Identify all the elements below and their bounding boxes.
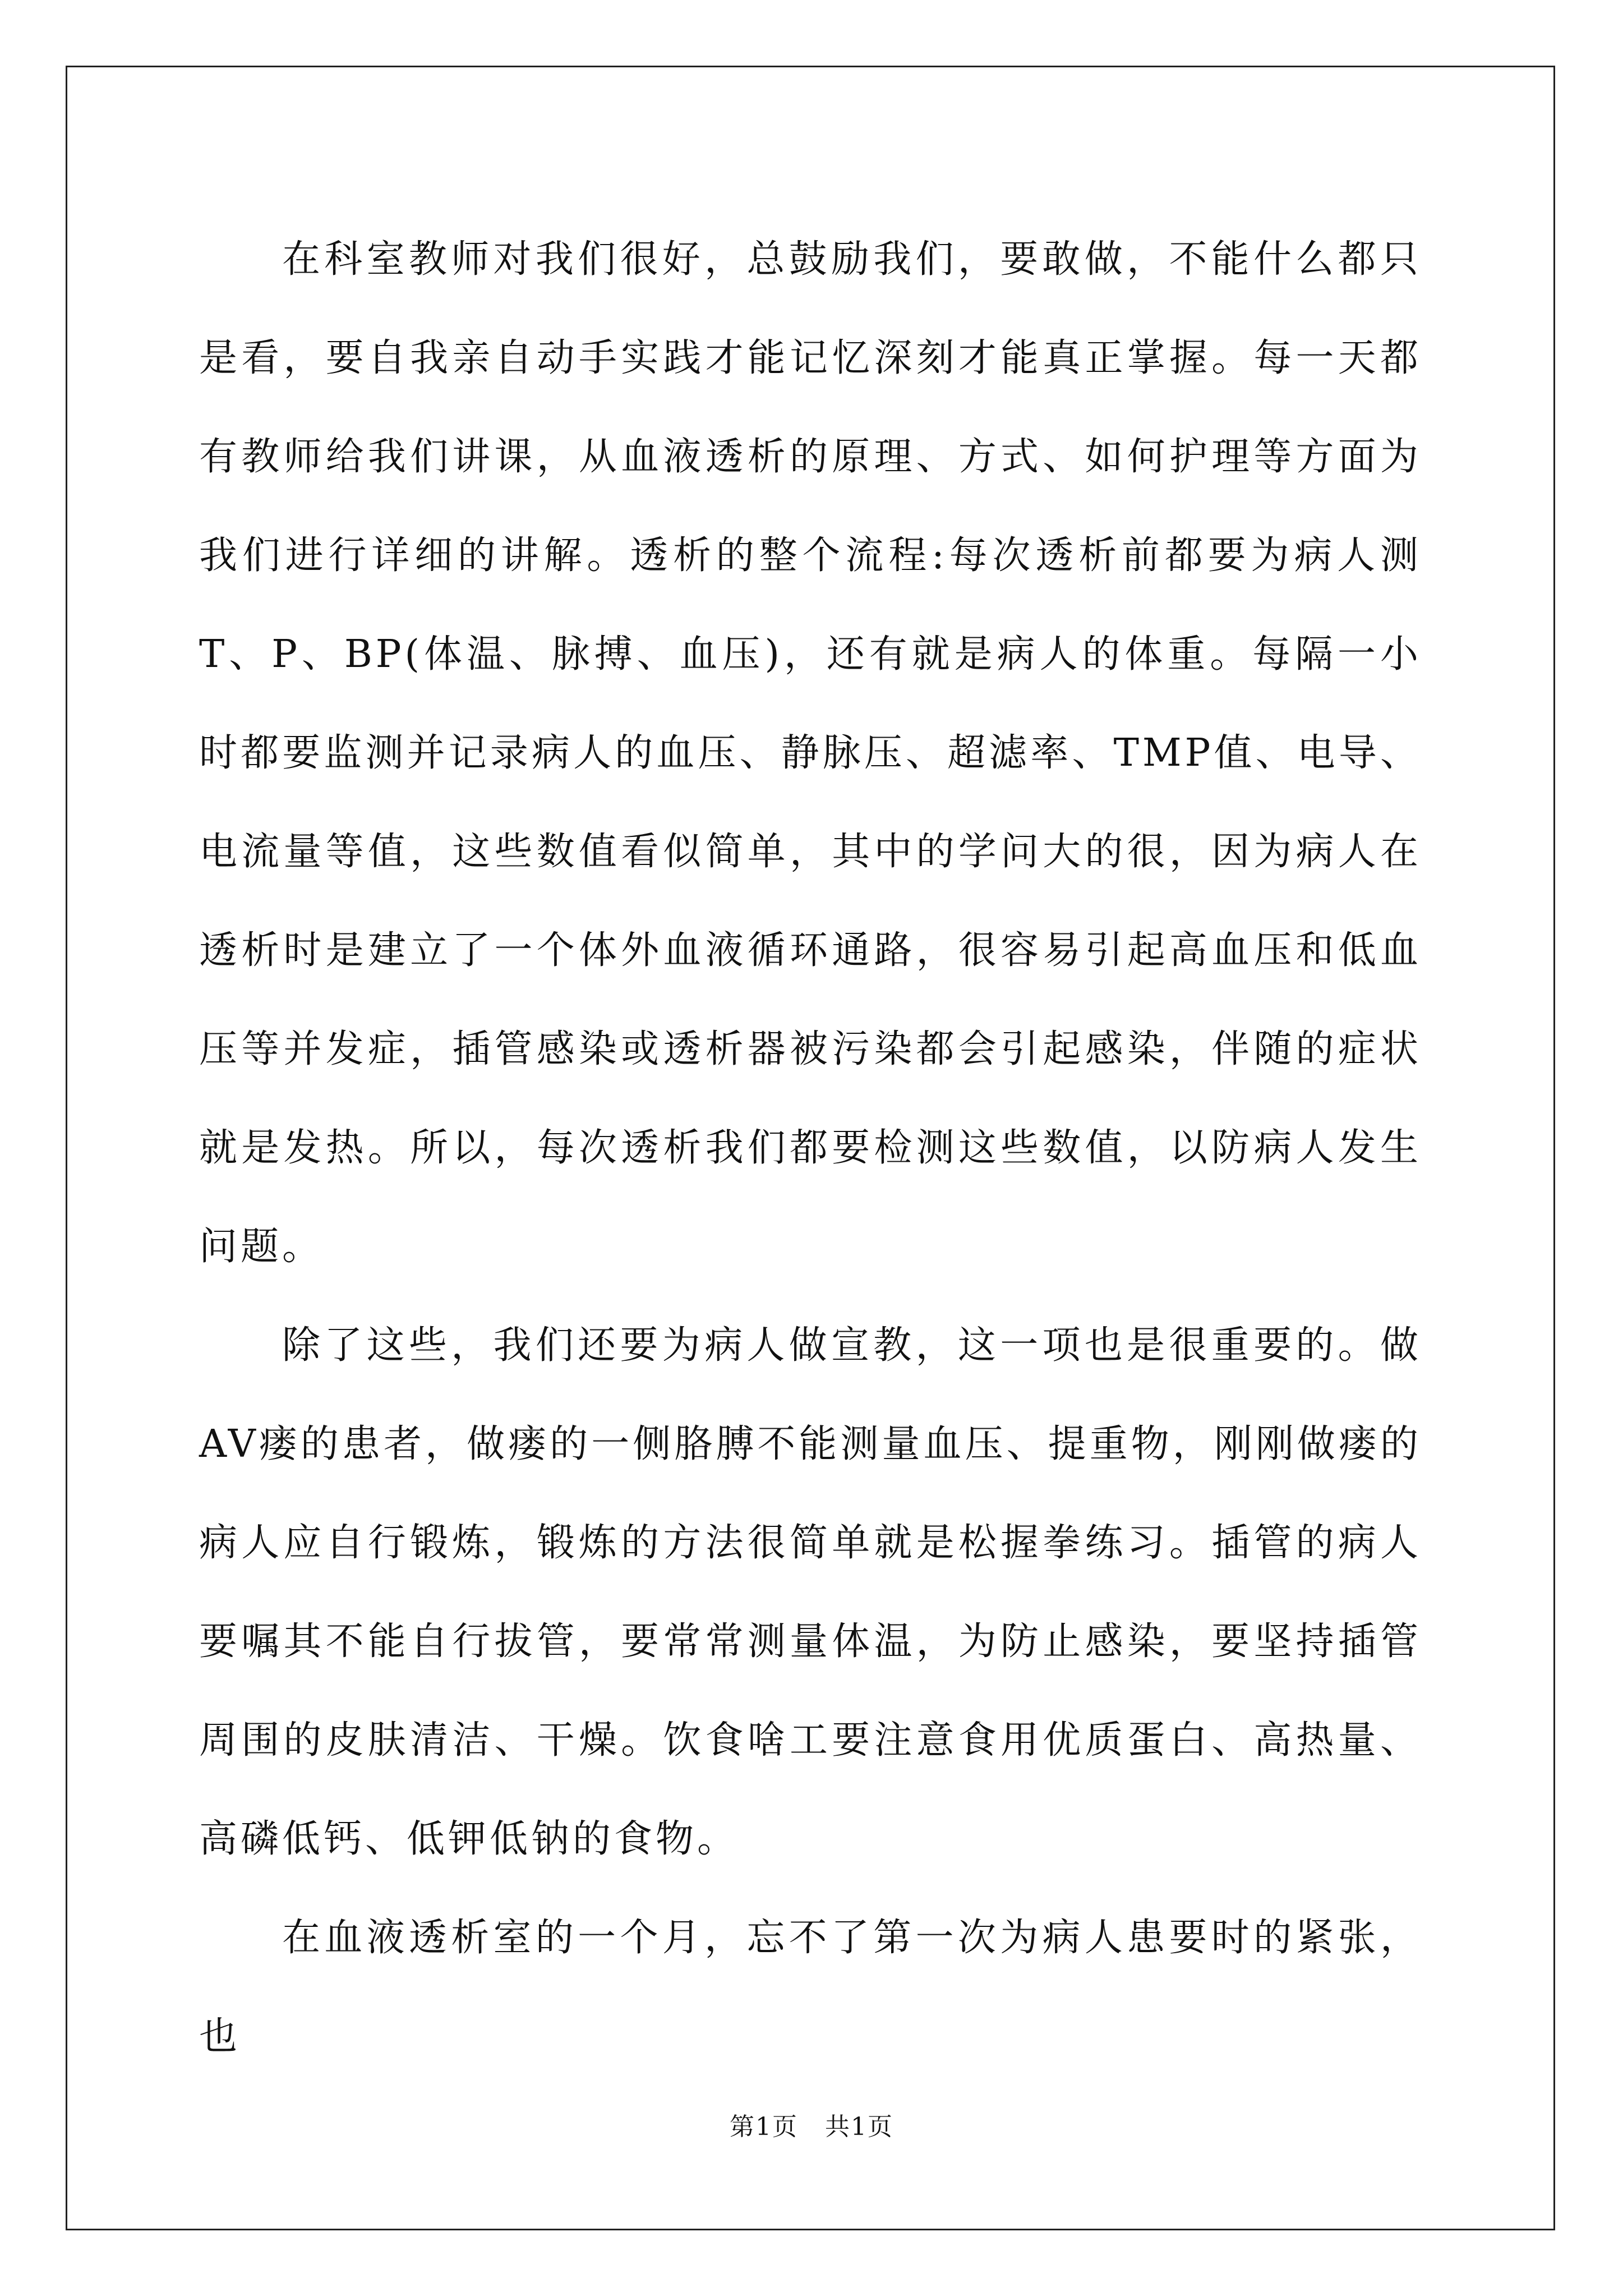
footer-spacer bbox=[798, 2113, 825, 2141]
paragraph: 在血液透析室的一个月，忘不了第一次为病人患要时的紧张，也 bbox=[199, 1916, 1422, 2059]
page-total: 共1页 bbox=[824, 2113, 893, 2141]
paragraph: 除了这些，我们还要为病人做宣教，这一项也是很重要的。做AV瘘的患者，做瘘的一侧胳膊不能测量血压、提重物，刚刚做瘘的病人应自行锻炼，锻炼的方法很简单就是松握拳练习。插管的病人要嘱其不能自行拔管，要常常测量体温，为防止感染，要坚持插管周围的皮肤清洁、干燥。饮食啥工要注意食用优质蛋白、高热量、高磷低钙、低钾低钠的食物。 bbox=[199, 1323, 1422, 1861]
page-number: 第1页 bbox=[730, 2113, 799, 2141]
document-body bbox=[199, 210, 1422, 2086]
page-footer bbox=[0, 2106, 1623, 2142]
paragraph: 在科室教师对我们很好，总鼓励我们，要敢做，不能什么都只是看，要自我亲自动手实践才能记忆深刻才能真正掌握。每一天都有教师给我们讲课，从血液透析的原理、方式、如何护理等方面为我们进行详细的讲解。透析的整个流程:每次透析前都要为病人测T、P、BP(体温、脉搏、血压)，还有就是病人的体重。每隔一小时都要监测并记录病人的血压、静脉压、超滤率、TMP值、电导、电流量等值，这些数值看似简单，其中的学问大的很，因为病人在透析时是建立了一个体外血液循环通路，很容易引起高血压和低血压等并发症，插管感染或透析器被污染都会引起感染，伴随的症状就是发热。所以，每次透析我们都要检测这些数值，以防病人发生问题。 bbox=[199, 237, 1422, 1269]
